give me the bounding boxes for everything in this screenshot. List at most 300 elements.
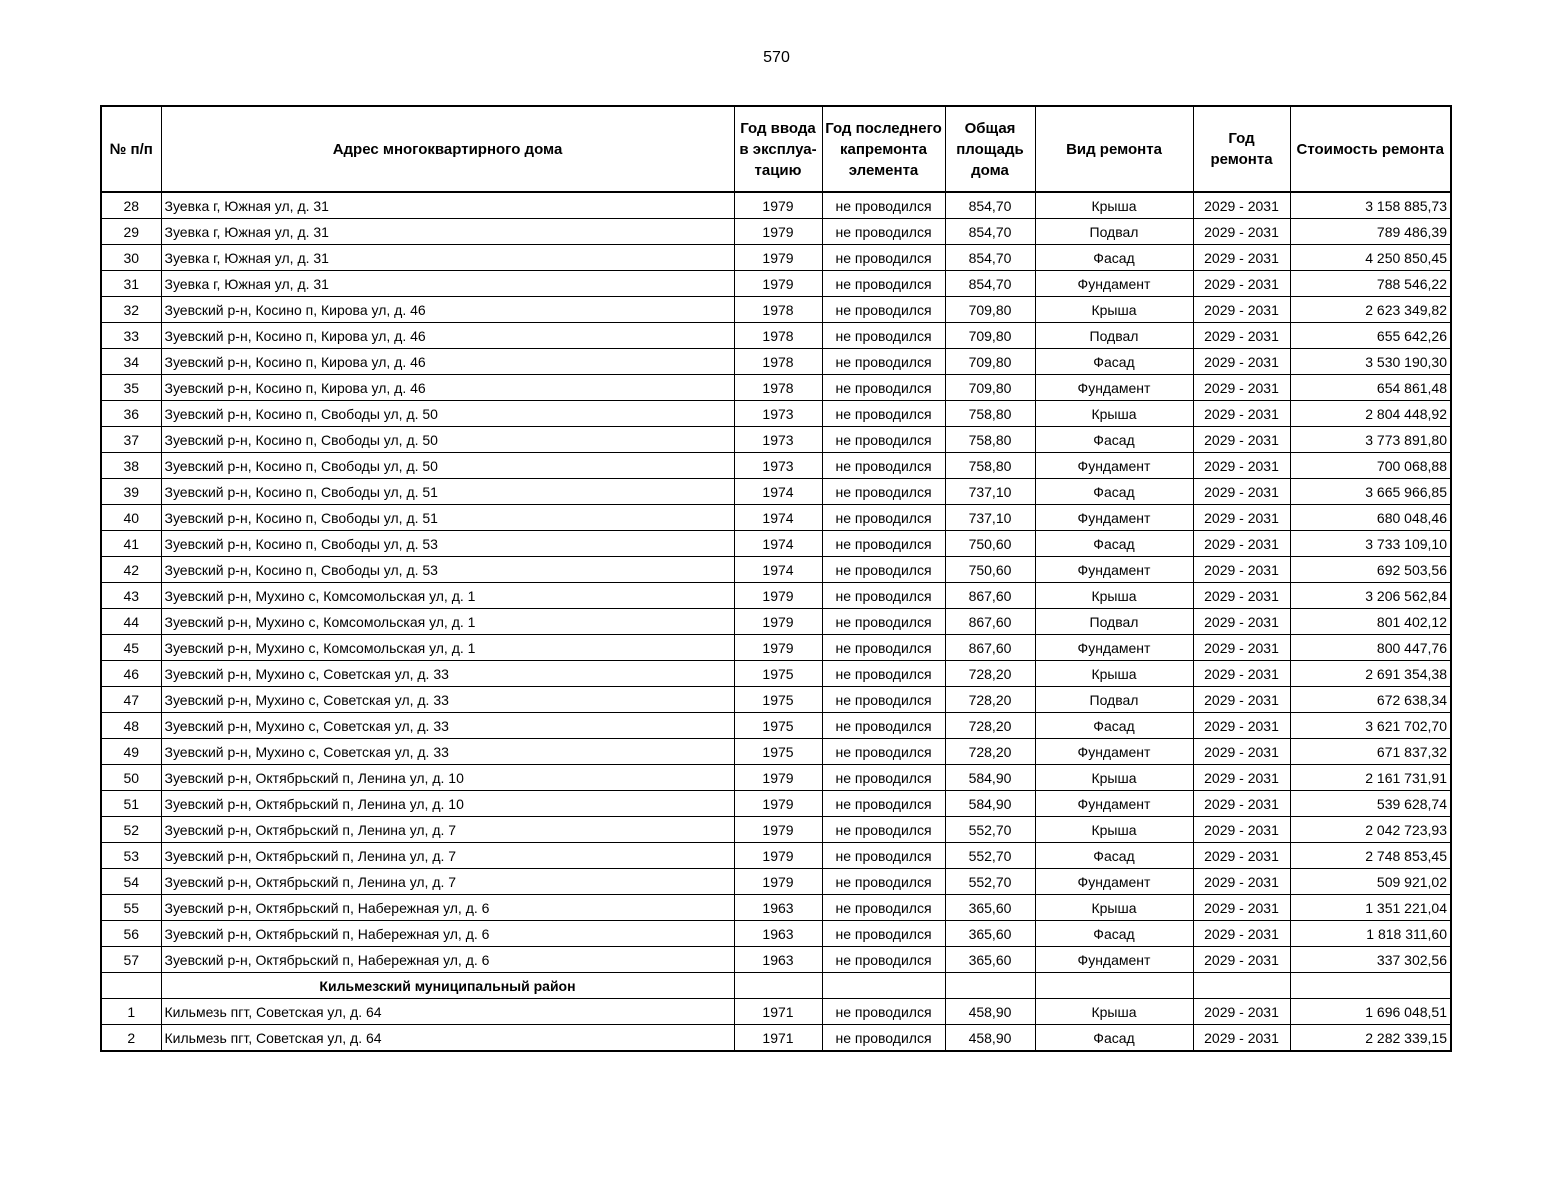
repair-type-cell: Крыша (1035, 817, 1193, 843)
section-title: Кильмезский муниципальный район (161, 973, 734, 999)
area-cell: 728,20 (945, 739, 1035, 765)
row-num-cell: 2 (101, 1025, 161, 1052)
repair-year-cell: 2029 - 2031 (1193, 765, 1290, 791)
repair-type-cell: Фасад (1035, 843, 1193, 869)
area-cell: 458,90 (945, 999, 1035, 1025)
section-empty-cell (822, 973, 945, 999)
cost-cell: 3 733 109,10 (1290, 531, 1451, 557)
area-cell: 728,20 (945, 713, 1035, 739)
repair-year-cell: 2029 - 2031 (1193, 921, 1290, 947)
last-repair-cell: не проводился (822, 1025, 945, 1052)
table-row (101, 349, 1451, 375)
row-num-cell: 1 (101, 999, 161, 1025)
address-cell: Зуевский р-н, Косино п, Свободы ул, д. 51 (161, 505, 734, 531)
repair-year-cell: 2029 - 2031 (1193, 609, 1290, 635)
year-built-cell: 1975 (734, 687, 822, 713)
year-built-cell: 1979 (734, 245, 822, 271)
area-cell: 709,80 (945, 323, 1035, 349)
section-empty-cell (734, 973, 822, 999)
header-address: Адрес многоквартирного дома (161, 106, 734, 192)
repair-type-cell: Подвал (1035, 323, 1193, 349)
table-row (101, 375, 1451, 401)
year-built-cell: 1973 (734, 453, 822, 479)
year-built-cell: 1978 (734, 323, 822, 349)
cost-cell: 1 696 048,51 (1290, 999, 1451, 1025)
table-row (101, 505, 1451, 531)
repair-registry-table (100, 105, 1452, 1052)
table-row (101, 531, 1451, 557)
year-built-cell: 1978 (734, 375, 822, 401)
year-built-cell: 1979 (734, 817, 822, 843)
repair-year-cell: 2029 - 2031 (1193, 661, 1290, 687)
cost-cell: 700 068,88 (1290, 453, 1451, 479)
last-repair-cell: не проводился (822, 609, 945, 635)
table-body-kilmez (101, 999, 1451, 1052)
repair-type-cell: Крыша (1035, 297, 1193, 323)
table-row (101, 687, 1451, 713)
table-body-zuevka (101, 192, 1451, 973)
area-cell: 750,60 (945, 531, 1035, 557)
repair-type-cell: Крыша (1035, 192, 1193, 219)
table-row (101, 895, 1451, 921)
year-built-cell: 1973 (734, 427, 822, 453)
repair-year-cell: 2029 - 2031 (1193, 453, 1290, 479)
address-cell: Кильмезь пгт, Советская ул, д. 64 (161, 1025, 734, 1052)
last-repair-cell: не проводился (822, 505, 945, 531)
table-row (101, 297, 1451, 323)
address-cell: Зуевский р-н, Октябрьский п, Ленина ул, д. 7 (161, 843, 734, 869)
year-built-cell: 1963 (734, 921, 822, 947)
cost-cell: 3 206 562,84 (1290, 583, 1451, 609)
table-row (101, 661, 1451, 687)
table-row (101, 635, 1451, 661)
cost-cell: 2 042 723,93 (1290, 817, 1451, 843)
address-cell: Зуевский р-н, Октябрьский п, Ленина ул, д. 10 (161, 765, 734, 791)
row-num-cell: 45 (101, 635, 161, 661)
table-row (101, 739, 1451, 765)
cost-cell: 3 158 885,73 (1290, 192, 1451, 219)
repair-type-cell: Фундамент (1035, 947, 1193, 973)
repair-type-cell: Фасад (1035, 1025, 1193, 1052)
address-cell: Зуевский р-н, Косино п, Свободы ул, д. 53 (161, 557, 734, 583)
table-row (101, 609, 1451, 635)
year-built-cell: 1979 (734, 635, 822, 661)
area-cell: 854,70 (945, 192, 1035, 219)
table-row (101, 479, 1451, 505)
year-built-cell: 1963 (734, 947, 822, 973)
cost-cell: 3 621 702,70 (1290, 713, 1451, 739)
cost-cell: 672 638,34 (1290, 687, 1451, 713)
year-built-cell: 1975 (734, 739, 822, 765)
address-cell: Зуевский р-н, Косино п, Кирова ул, д. 46 (161, 323, 734, 349)
address-cell: Зуевский р-н, Косино п, Кирова ул, д. 46 (161, 375, 734, 401)
row-num-cell: 44 (101, 609, 161, 635)
repair-type-cell: Крыша (1035, 401, 1193, 427)
cost-cell: 1 818 311,60 (1290, 921, 1451, 947)
header-last-repair: Год последнего капремонта элемента (822, 106, 945, 192)
address-cell: Зуевский р-н, Мухино с, Комсомольская ул, д. 1 (161, 583, 734, 609)
table-row (101, 271, 1451, 297)
address-cell: Зуевский р-н, Косино п, Кирова ул, д. 46 (161, 349, 734, 375)
header-repair-year: Год ремонта (1193, 106, 1290, 192)
row-num-cell: 34 (101, 349, 161, 375)
last-repair-cell: не проводился (822, 947, 945, 973)
repair-type-cell: Фасад (1035, 245, 1193, 271)
area-cell: 737,10 (945, 505, 1035, 531)
last-repair-cell: не проводился (822, 843, 945, 869)
area-cell: 552,70 (945, 843, 1035, 869)
last-repair-cell: не проводился (822, 271, 945, 297)
cost-cell: 2 161 731,91 (1290, 765, 1451, 791)
repair-year-cell: 2029 - 2031 (1193, 245, 1290, 271)
repair-year-cell: 2029 - 2031 (1193, 271, 1290, 297)
cost-cell: 788 546,22 (1290, 271, 1451, 297)
repair-type-cell: Крыша (1035, 583, 1193, 609)
row-num-cell: 39 (101, 479, 161, 505)
cost-cell: 3 665 966,85 (1290, 479, 1451, 505)
row-num-cell: 51 (101, 791, 161, 817)
cost-cell: 3 530 190,30 (1290, 349, 1451, 375)
header-year-built: Год ввода в эксплуа-тацию (734, 106, 822, 192)
area-cell: 709,80 (945, 375, 1035, 401)
address-cell: Зуевский р-н, Октябрьский п, Ленина ул, д. 7 (161, 817, 734, 843)
repair-year-cell: 2029 - 2031 (1193, 739, 1290, 765)
table-row (101, 999, 1451, 1025)
area-cell: 758,80 (945, 401, 1035, 427)
address-cell: Зуевский р-н, Косино п, Свободы ул, д. 50 (161, 401, 734, 427)
last-repair-cell: не проводился (822, 869, 945, 895)
cost-cell: 2 691 354,38 (1290, 661, 1451, 687)
year-built-cell: 1979 (734, 609, 822, 635)
area-cell: 867,60 (945, 583, 1035, 609)
cost-cell: 2 748 853,45 (1290, 843, 1451, 869)
address-cell: Кильмезь пгт, Советская ул, д. 64 (161, 999, 734, 1025)
row-num-cell: 42 (101, 557, 161, 583)
address-cell: Зуевский р-н, Мухино с, Советская ул, д. 33 (161, 739, 734, 765)
repair-type-cell: Фундамент (1035, 505, 1193, 531)
last-repair-cell: не проводился (822, 557, 945, 583)
year-built-cell: 1971 (734, 999, 822, 1025)
section-num-cell (101, 973, 161, 999)
repair-year-cell: 2029 - 2031 (1193, 192, 1290, 219)
address-cell: Зуевский р-н, Октябрьский п, Ленина ул, д. 10 (161, 791, 734, 817)
year-built-cell: 1979 (734, 791, 822, 817)
repair-type-cell: Фасад (1035, 349, 1193, 375)
section-block (101, 973, 1451, 999)
address-cell: Зуевский р-н, Косино п, Кирова ул, д. 46 (161, 297, 734, 323)
area-cell: 552,70 (945, 817, 1035, 843)
cost-cell: 671 837,32 (1290, 739, 1451, 765)
address-cell: Зуевский р-н, Октябрьский п, Набережная ул, д. 6 (161, 921, 734, 947)
cost-cell: 3 773 891,80 (1290, 427, 1451, 453)
area-cell: 750,60 (945, 557, 1035, 583)
table-row (101, 192, 1451, 219)
row-num-cell: 56 (101, 921, 161, 947)
address-cell: Зуевка г, Южная ул, д. 31 (161, 219, 734, 245)
last-repair-cell: не проводился (822, 401, 945, 427)
last-repair-cell: не проводился (822, 375, 945, 401)
cost-cell: 801 402,12 (1290, 609, 1451, 635)
repair-type-cell: Фасад (1035, 531, 1193, 557)
table-row (101, 323, 1451, 349)
row-num-cell: 54 (101, 869, 161, 895)
year-built-cell: 1979 (734, 219, 822, 245)
last-repair-cell: не проводился (822, 661, 945, 687)
area-cell: 728,20 (945, 687, 1035, 713)
cost-cell: 337 302,56 (1290, 947, 1451, 973)
page-number: 570 (763, 49, 790, 66)
repair-type-cell: Фундамент (1035, 453, 1193, 479)
row-num-cell: 30 (101, 245, 161, 271)
address-cell: Зуевский р-н, Мухино с, Советская ул, д. 33 (161, 687, 734, 713)
year-built-cell: 1975 (734, 661, 822, 687)
repair-year-cell: 2029 - 2031 (1193, 505, 1290, 531)
repair-type-cell: Подвал (1035, 687, 1193, 713)
area-cell: 854,70 (945, 245, 1035, 271)
row-num-cell: 33 (101, 323, 161, 349)
repair-type-cell: Подвал (1035, 219, 1193, 245)
area-cell: 867,60 (945, 609, 1035, 635)
header-cost: Стоимость ремонта (1290, 106, 1451, 192)
row-num-cell: 40 (101, 505, 161, 531)
repair-type-cell: Фасад (1035, 713, 1193, 739)
area-cell: 365,60 (945, 947, 1035, 973)
row-num-cell: 52 (101, 817, 161, 843)
area-cell: 709,80 (945, 349, 1035, 375)
area-cell: 584,90 (945, 765, 1035, 791)
section-empty-cell (1290, 973, 1451, 999)
repair-year-cell: 2029 - 2031 (1193, 531, 1290, 557)
table-row (101, 869, 1451, 895)
area-cell: 758,80 (945, 453, 1035, 479)
repair-year-cell: 2029 - 2031 (1193, 323, 1290, 349)
cost-cell: 509 921,02 (1290, 869, 1451, 895)
cost-cell: 2 623 349,82 (1290, 297, 1451, 323)
last-repair-cell: не проводился (822, 817, 945, 843)
table-row (101, 791, 1451, 817)
row-num-cell: 55 (101, 895, 161, 921)
row-num-cell: 29 (101, 219, 161, 245)
table-row (101, 713, 1451, 739)
last-repair-cell: не проводился (822, 297, 945, 323)
row-num-cell: 43 (101, 583, 161, 609)
last-repair-cell: не проводился (822, 219, 945, 245)
repair-type-cell: Крыша (1035, 999, 1193, 1025)
year-built-cell: 1978 (734, 349, 822, 375)
area-cell: 867,60 (945, 635, 1035, 661)
repair-year-cell: 2029 - 2031 (1193, 869, 1290, 895)
cost-cell: 800 447,76 (1290, 635, 1451, 661)
last-repair-cell: не проводился (822, 531, 945, 557)
row-num-cell: 50 (101, 765, 161, 791)
header-repair-type: Вид ремонта (1035, 106, 1193, 192)
repair-type-cell: Фундамент (1035, 791, 1193, 817)
year-built-cell: 1963 (734, 895, 822, 921)
year-built-cell: 1974 (734, 557, 822, 583)
address-cell: Зуевка г, Южная ул, д. 31 (161, 192, 734, 219)
repair-year-cell: 2029 - 2031 (1193, 791, 1290, 817)
repair-year-cell: 2029 - 2031 (1193, 947, 1290, 973)
repair-type-cell: Крыша (1035, 895, 1193, 921)
repair-year-cell: 2029 - 2031 (1193, 349, 1290, 375)
last-repair-cell: не проводился (822, 245, 945, 271)
table-row (101, 401, 1451, 427)
repair-year-cell: 2029 - 2031 (1193, 635, 1290, 661)
table-row (101, 245, 1451, 271)
cost-cell: 4 250 850,45 (1290, 245, 1451, 271)
last-repair-cell: не проводился (822, 479, 945, 505)
repair-type-cell: Фундамент (1035, 271, 1193, 297)
section-empty-cell (1035, 973, 1193, 999)
cost-cell: 655 642,26 (1290, 323, 1451, 349)
row-num-cell: 38 (101, 453, 161, 479)
table-row (101, 817, 1451, 843)
year-built-cell: 1979 (734, 869, 822, 895)
repair-year-cell: 2029 - 2031 (1193, 427, 1290, 453)
repair-year-cell: 2029 - 2031 (1193, 895, 1290, 921)
repair-type-cell: Фасад (1035, 427, 1193, 453)
year-built-cell: 1979 (734, 765, 822, 791)
area-cell: 728,20 (945, 661, 1035, 687)
table-row (101, 921, 1451, 947)
address-cell: Зуевский р-н, Косино п, Свободы ул, д. 51 (161, 479, 734, 505)
row-num-cell: 35 (101, 375, 161, 401)
repair-year-cell: 2029 - 2031 (1193, 713, 1290, 739)
repair-type-cell: Крыша (1035, 661, 1193, 687)
repair-year-cell: 2029 - 2031 (1193, 297, 1290, 323)
row-num-cell: 32 (101, 297, 161, 323)
last-repair-cell: не проводился (822, 427, 945, 453)
year-built-cell: 1979 (734, 192, 822, 219)
repair-year-cell: 2029 - 2031 (1193, 843, 1290, 869)
repair-type-cell: Фасад (1035, 921, 1193, 947)
last-repair-cell: не проводился (822, 739, 945, 765)
last-repair-cell: не проводился (822, 453, 945, 479)
address-cell: Зуевка г, Южная ул, д. 31 (161, 271, 734, 297)
repair-year-cell: 2029 - 2031 (1193, 401, 1290, 427)
year-built-cell: 1975 (734, 713, 822, 739)
area-cell: 365,60 (945, 895, 1035, 921)
address-cell: Зуевский р-н, Мухино с, Советская ул, д. 33 (161, 713, 734, 739)
repair-type-cell: Фасад (1035, 479, 1193, 505)
last-repair-cell: не проводился (822, 323, 945, 349)
header-area: Общая площадь дома (945, 106, 1035, 192)
year-built-cell: 1974 (734, 479, 822, 505)
repair-year-cell: 2029 - 2031 (1193, 583, 1290, 609)
row-num-cell: 31 (101, 271, 161, 297)
last-repair-cell: не проводился (822, 713, 945, 739)
repair-year-cell: 2029 - 2031 (1193, 687, 1290, 713)
area-cell: 584,90 (945, 791, 1035, 817)
row-num-cell: 49 (101, 739, 161, 765)
year-built-cell: 1973 (734, 401, 822, 427)
row-num-cell: 37 (101, 427, 161, 453)
table-row (101, 765, 1451, 791)
table-row (101, 947, 1451, 973)
year-built-cell: 1974 (734, 505, 822, 531)
address-cell: Зуевский р-н, Косино п, Свободы ул, д. 53 (161, 531, 734, 557)
area-cell: 854,70 (945, 271, 1035, 297)
table-row (101, 219, 1451, 245)
section-empty-cell (1193, 973, 1290, 999)
cost-cell: 692 503,56 (1290, 557, 1451, 583)
address-cell: Зуевский р-н, Октябрьский п, Набережная ул, д. 6 (161, 895, 734, 921)
address-cell: Зуевка г, Южная ул, д. 31 (161, 245, 734, 271)
repair-year-cell: 2029 - 2031 (1193, 557, 1290, 583)
repair-type-cell: Подвал (1035, 609, 1193, 635)
year-built-cell: 1974 (734, 531, 822, 557)
repair-type-cell: Фундамент (1035, 557, 1193, 583)
area-cell: 854,70 (945, 219, 1035, 245)
table-row (101, 583, 1451, 609)
last-repair-cell: не проводился (822, 791, 945, 817)
repair-year-cell: 2029 - 2031 (1193, 817, 1290, 843)
cost-cell: 1 351 221,04 (1290, 895, 1451, 921)
repair-year-cell: 2029 - 2031 (1193, 375, 1290, 401)
cost-cell: 539 628,74 (1290, 791, 1451, 817)
last-repair-cell: не проводился (822, 765, 945, 791)
last-repair-cell: не проводился (822, 687, 945, 713)
section-row (101, 973, 1451, 999)
area-cell: 458,90 (945, 1025, 1035, 1052)
repair-type-cell: Фундамент (1035, 635, 1193, 661)
cost-cell: 654 861,48 (1290, 375, 1451, 401)
row-num-cell: 36 (101, 401, 161, 427)
table-row (101, 843, 1451, 869)
repair-type-cell: Крыша (1035, 765, 1193, 791)
last-repair-cell: не проводился (822, 583, 945, 609)
cost-cell: 789 486,39 (1290, 219, 1451, 245)
last-repair-cell: не проводился (822, 192, 945, 219)
repair-year-cell: 2029 - 2031 (1193, 999, 1290, 1025)
last-repair-cell: не проводился (822, 999, 945, 1025)
repair-year-cell: 2029 - 2031 (1193, 1025, 1290, 1052)
repair-type-cell: Фундамент (1035, 375, 1193, 401)
area-cell: 737,10 (945, 479, 1035, 505)
row-num-cell: 48 (101, 713, 161, 739)
year-built-cell: 1979 (734, 583, 822, 609)
section-empty-cell (945, 973, 1035, 999)
table-row (101, 557, 1451, 583)
table-header-row (101, 106, 1451, 192)
address-cell: Зуевский р-н, Косино п, Свободы ул, д. 50 (161, 453, 734, 479)
repair-year-cell: 2029 - 2031 (1193, 219, 1290, 245)
last-repair-cell: не проводился (822, 349, 945, 375)
header-num: № п/п (101, 106, 161, 192)
last-repair-cell: не проводился (822, 895, 945, 921)
table-row (101, 1025, 1451, 1052)
row-num-cell: 53 (101, 843, 161, 869)
year-built-cell: 1979 (734, 271, 822, 297)
area-cell: 365,60 (945, 921, 1035, 947)
row-num-cell: 28 (101, 192, 161, 219)
cost-cell: 2 804 448,92 (1290, 401, 1451, 427)
area-cell: 758,80 (945, 427, 1035, 453)
last-repair-cell: не проводился (822, 921, 945, 947)
area-cell: 552,70 (945, 869, 1035, 895)
last-repair-cell: не проводился (822, 635, 945, 661)
repair-type-cell: Фундамент (1035, 869, 1193, 895)
address-cell: Зуевский р-н, Мухино с, Комсомольская ул, д. 1 (161, 635, 734, 661)
year-built-cell: 1978 (734, 297, 822, 323)
table-row (101, 427, 1451, 453)
repair-type-cell: Фундамент (1035, 739, 1193, 765)
row-num-cell: 57 (101, 947, 161, 973)
cost-cell: 2 282 339,15 (1290, 1025, 1451, 1052)
cost-cell: 680 048,46 (1290, 505, 1451, 531)
row-num-cell: 41 (101, 531, 161, 557)
year-built-cell: 1971 (734, 1025, 822, 1052)
